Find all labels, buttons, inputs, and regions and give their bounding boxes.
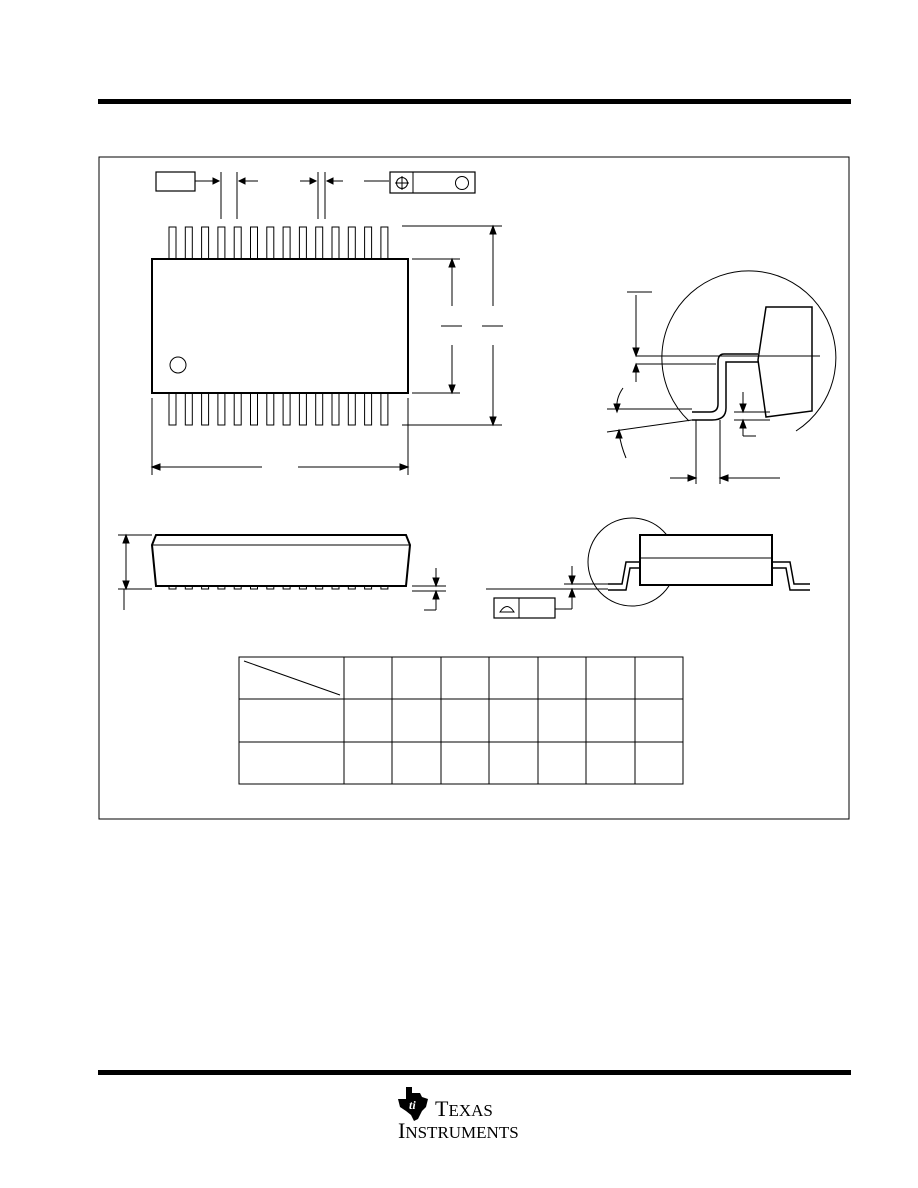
lead-lower [251, 393, 258, 425]
lead-upper [332, 227, 339, 259]
footer-rule [98, 1070, 851, 1075]
lead-lower [234, 393, 241, 425]
lead-upper [202, 227, 209, 259]
lead-lower [218, 393, 225, 425]
lead-lower [381, 393, 388, 425]
lead-lower [299, 393, 306, 425]
lead-upper [267, 227, 274, 259]
side-view [118, 535, 446, 610]
seating-detail [486, 518, 810, 618]
lead-upper [234, 227, 241, 259]
lead-upper [316, 227, 323, 259]
lead-lower [332, 393, 339, 425]
package-body-end [640, 535, 772, 585]
lead-lower [348, 393, 355, 425]
lead-lower [267, 393, 274, 425]
drawing-frame [99, 157, 849, 819]
lead-upper [283, 227, 290, 259]
top-leads-lower [169, 393, 388, 425]
dimension-table [239, 657, 683, 784]
lead-lower [169, 393, 176, 425]
flatness-symbol-icon [500, 607, 514, 613]
lead-upper [251, 227, 258, 259]
table-header-diagonal [244, 661, 340, 695]
lead-upper [365, 227, 372, 259]
gage-plane-body [758, 307, 812, 417]
lead-upper [348, 227, 355, 259]
lead-upper [299, 227, 306, 259]
lead-lower [283, 393, 290, 425]
svg-text:ti: ti [409, 1098, 416, 1112]
mmc-symbol-icon [456, 177, 469, 190]
package-body-top [152, 259, 408, 393]
package-body-side [152, 535, 410, 586]
top-leads-upper [169, 227, 388, 259]
lead-detail [607, 271, 836, 484]
lead-upper [169, 227, 176, 259]
lead-lower [365, 393, 372, 425]
logo-text-instruments: INSTRUMENTS [398, 1118, 519, 1143]
lead-lower [185, 393, 192, 425]
pitch-callout-box [156, 172, 195, 191]
top-view [152, 172, 503, 475]
texas-instruments-logo [396, 1083, 556, 1143]
lead-lower [316, 393, 323, 425]
lead-upper [218, 227, 225, 259]
lead-upper [185, 227, 192, 259]
lead-upper [381, 227, 388, 259]
logo-text-texas: TEXAS [435, 1096, 493, 1121]
lead-lower [202, 393, 209, 425]
